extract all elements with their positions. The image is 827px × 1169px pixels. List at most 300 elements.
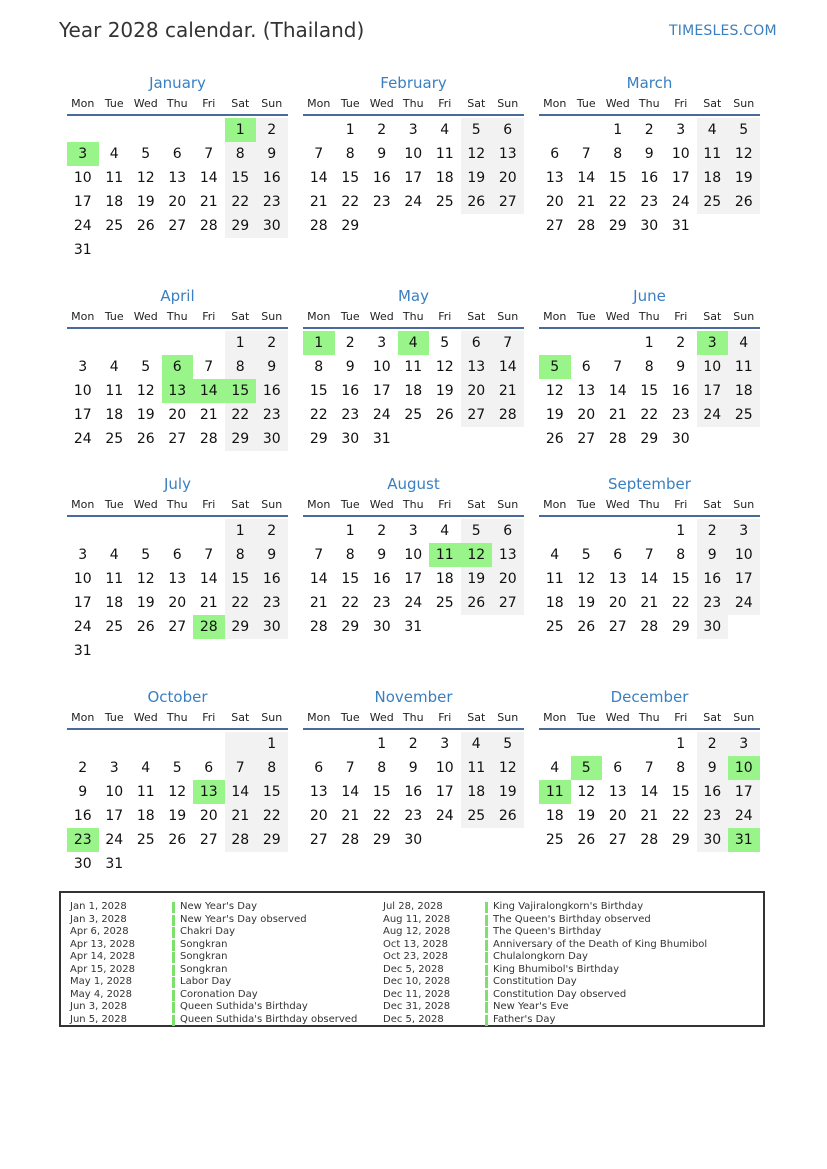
day-cell[interactable]: 23: [256, 403, 288, 427]
day-cell[interactable]: 18: [545, 595, 564, 611]
day-cell[interactable]: 25: [435, 595, 454, 611]
day-cell[interactable]: 10: [105, 784, 124, 800]
day-cell[interactable]: 2: [256, 118, 288, 142]
day-cell[interactable]: 5: [461, 519, 493, 543]
day-cell[interactable]: 25: [105, 218, 124, 234]
day-cell[interactable]: 15: [225, 166, 257, 190]
day-cell[interactable]: 14: [640, 571, 659, 587]
day-cell[interactable]: 27: [168, 619, 187, 635]
day-cell[interactable]: 4: [109, 547, 119, 563]
day-cell[interactable]: 10: [372, 359, 391, 375]
day-cell[interactable]: 28: [640, 832, 659, 848]
day-cell[interactable]: 5: [141, 146, 151, 162]
day-cell[interactable]: 28: [341, 832, 360, 848]
day-cell[interactable]: 24: [697, 403, 729, 427]
day-cell[interactable]: 13: [168, 571, 187, 587]
day-cell[interactable]: 4: [728, 331, 760, 355]
day-cell[interactable]: 19: [136, 194, 155, 210]
day-cell[interactable]: 4: [109, 359, 119, 375]
day-cell[interactable]: 8: [644, 359, 654, 375]
day-cell[interactable]: 23: [67, 828, 99, 852]
day-cell[interactable]: 16: [256, 379, 288, 403]
day-cell[interactable]: 27: [309, 832, 328, 848]
day-cell[interactable]: 26: [435, 407, 454, 423]
day-cell[interactable]: 1: [613, 122, 623, 138]
day-cell[interactable]: 4: [398, 331, 430, 355]
day-cell[interactable]: 14: [577, 170, 596, 186]
day-cell[interactable]: 9: [644, 146, 654, 162]
day-cell[interactable]: 6: [613, 547, 623, 563]
day-cell[interactable]: 7: [644, 547, 654, 563]
day-cell[interactable]: 27: [492, 190, 524, 214]
day-cell[interactable]: 5: [728, 118, 760, 142]
day-cell[interactable]: 17: [105, 808, 124, 824]
day-cell[interactable]: 29: [225, 427, 257, 451]
day-cell[interactable]: 15: [341, 571, 360, 587]
day-cell[interactable]: 21: [608, 407, 627, 423]
day-cell[interactable]: 10: [697, 355, 729, 379]
day-cell[interactable]: 29: [225, 214, 257, 238]
day-cell[interactable]: 17: [73, 595, 92, 611]
day-cell[interactable]: 10: [435, 760, 454, 776]
day-cell[interactable]: 13: [168, 170, 187, 186]
day-cell[interactable]: 1: [644, 335, 654, 351]
day-cell[interactable]: 3: [697, 331, 729, 355]
day-cell[interactable]: 7: [204, 359, 214, 375]
day-cell[interactable]: 1: [345, 523, 355, 539]
day-cell[interactable]: 15: [640, 383, 659, 399]
day-cell[interactable]: 15: [372, 784, 391, 800]
day-cell[interactable]: 18: [728, 379, 760, 403]
day-cell[interactable]: 21: [309, 595, 328, 611]
day-cell[interactable]: 31: [105, 856, 124, 872]
day-cell[interactable]: 16: [404, 784, 423, 800]
day-cell[interactable]: 15: [608, 170, 627, 186]
day-cell[interactable]: 24: [404, 194, 423, 210]
day-cell[interactable]: 1: [377, 736, 387, 752]
day-cell[interactable]: 9: [345, 359, 355, 375]
day-cell[interactable]: 9: [697, 543, 729, 567]
day-cell[interactable]: 19: [545, 407, 564, 423]
day-cell[interactable]: 21: [640, 595, 659, 611]
day-cell[interactable]: 29: [372, 832, 391, 848]
day-cell[interactable]: 6: [492, 118, 524, 142]
day-cell[interactable]: 29: [671, 619, 690, 635]
day-cell[interactable]: 9: [697, 756, 729, 780]
day-cell[interactable]: 18: [545, 808, 564, 824]
day-cell[interactable]: 15: [671, 784, 690, 800]
day-cell[interactable]: 10: [728, 756, 760, 780]
day-cell[interactable]: 20: [199, 808, 218, 824]
day-cell[interactable]: 15: [225, 379, 257, 403]
day-cell[interactable]: 28: [608, 431, 627, 447]
day-cell[interactable]: 29: [608, 218, 627, 234]
day-cell[interactable]: 3: [408, 122, 418, 138]
day-cell[interactable]: 17: [404, 571, 423, 587]
day-cell[interactable]: 24: [73, 218, 92, 234]
day-cell[interactable]: 5: [172, 760, 182, 776]
day-cell[interactable]: 17: [435, 784, 454, 800]
day-cell[interactable]: 15: [256, 780, 288, 804]
day-cell[interactable]: 24: [372, 407, 391, 423]
day-cell[interactable]: 28: [309, 619, 328, 635]
day-cell[interactable]: 22: [225, 403, 257, 427]
day-cell[interactable]: 21: [341, 808, 360, 824]
day-cell[interactable]: 19: [136, 595, 155, 611]
day-cell[interactable]: 11: [697, 142, 729, 166]
day-cell[interactable]: 11: [136, 784, 155, 800]
day-cell[interactable]: 30: [697, 615, 729, 639]
day-cell[interactable]: 7: [644, 760, 654, 776]
day-cell[interactable]: 2: [697, 519, 729, 543]
day-cell[interactable]: 16: [372, 571, 391, 587]
day-cell[interactable]: 26: [168, 832, 187, 848]
day-cell[interactable]: 22: [671, 808, 690, 824]
day-cell[interactable]: 17: [73, 194, 92, 210]
day-cell[interactable]: 26: [136, 218, 155, 234]
day-cell[interactable]: 18: [435, 571, 454, 587]
day-cell[interactable]: 28: [225, 828, 257, 852]
day-cell[interactable]: 9: [377, 547, 387, 563]
day-cell[interactable]: 13: [461, 355, 493, 379]
day-cell[interactable]: 11: [539, 780, 571, 804]
day-cell[interactable]: 3: [67, 142, 99, 166]
day-cell[interactable]: 1: [676, 523, 686, 539]
day-cell[interactable]: 20: [309, 808, 328, 824]
day-cell[interactable]: 20: [577, 407, 596, 423]
day-cell[interactable]: 30: [256, 615, 288, 639]
day-cell[interactable]: 18: [435, 170, 454, 186]
day-cell[interactable]: 5: [461, 118, 493, 142]
day-cell[interactable]: 10: [73, 383, 92, 399]
day-cell[interactable]: 3: [728, 519, 760, 543]
day-cell[interactable]: 4: [461, 732, 493, 756]
day-cell[interactable]: 24: [728, 804, 760, 828]
day-cell[interactable]: 2: [345, 335, 355, 351]
day-cell[interactable]: 29: [640, 431, 659, 447]
day-cell[interactable]: 17: [697, 379, 729, 403]
day-cell[interactable]: 4: [440, 122, 450, 138]
day-cell[interactable]: 6: [550, 146, 560, 162]
day-cell[interactable]: 4: [440, 523, 450, 539]
day-cell[interactable]: 23: [372, 194, 391, 210]
day-cell[interactable]: 1: [225, 331, 257, 355]
day-cell[interactable]: 27: [608, 832, 627, 848]
day-cell[interactable]: 7: [613, 359, 623, 375]
day-cell[interactable]: 11: [545, 571, 564, 587]
day-cell[interactable]: 23: [341, 407, 360, 423]
day-cell[interactable]: 14: [199, 170, 218, 186]
day-cell[interactable]: 5: [440, 335, 450, 351]
day-cell[interactable]: 16: [671, 383, 690, 399]
day-cell[interactable]: 9: [676, 359, 686, 375]
day-cell[interactable]: 22: [256, 804, 288, 828]
day-cell[interactable]: 14: [225, 780, 257, 804]
day-cell[interactable]: 30: [256, 214, 288, 238]
day-cell[interactable]: 10: [728, 543, 760, 567]
day-cell[interactable]: 19: [461, 567, 493, 591]
day-cell[interactable]: 1: [256, 732, 288, 756]
day-cell[interactable]: 7: [314, 547, 324, 563]
day-cell[interactable]: 7: [314, 146, 324, 162]
day-cell[interactable]: 26: [136, 431, 155, 447]
day-cell[interactable]: 17: [404, 170, 423, 186]
day-cell[interactable]: 24: [73, 431, 92, 447]
day-cell[interactable]: 11: [461, 756, 493, 780]
day-cell[interactable]: 21: [640, 808, 659, 824]
day-cell[interactable]: 23: [372, 595, 391, 611]
day-cell[interactable]: 9: [377, 146, 387, 162]
day-cell[interactable]: 27: [577, 431, 596, 447]
day-cell[interactable]: 28: [640, 619, 659, 635]
day-cell[interactable]: 6: [162, 355, 194, 379]
day-cell[interactable]: 6: [613, 760, 623, 776]
day-cell[interactable]: 6: [204, 760, 214, 776]
day-cell[interactable]: 31: [671, 218, 690, 234]
day-cell[interactable]: 13: [492, 543, 524, 567]
day-cell[interactable]: 31: [728, 828, 760, 852]
day-cell[interactable]: 14: [309, 170, 328, 186]
brand-link[interactable]: TIMESLES.COM: [669, 23, 777, 39]
day-cell[interactable]: 17: [728, 567, 760, 591]
day-cell[interactable]: 25: [105, 431, 124, 447]
day-cell[interactable]: 24: [404, 595, 423, 611]
day-cell[interactable]: 11: [105, 383, 124, 399]
day-cell[interactable]: 30: [671, 431, 690, 447]
day-cell[interactable]: 4: [109, 146, 119, 162]
day-cell[interactable]: 31: [73, 242, 92, 258]
day-cell[interactable]: 7: [492, 331, 524, 355]
day-cell[interactable]: 26: [461, 591, 493, 615]
day-cell[interactable]: 12: [168, 784, 187, 800]
day-cell[interactable]: 20: [492, 166, 524, 190]
day-cell[interactable]: 26: [492, 804, 524, 828]
day-cell[interactable]: 19: [435, 383, 454, 399]
day-cell[interactable]: 1: [225, 118, 257, 142]
day-cell[interactable]: 7: [204, 547, 214, 563]
day-cell[interactable]: 26: [136, 619, 155, 635]
day-cell[interactable]: 18: [697, 166, 729, 190]
day-cell[interactable]: 13: [162, 379, 194, 403]
day-cell[interactable]: 7: [581, 146, 591, 162]
day-cell[interactable]: 30: [372, 619, 391, 635]
day-cell[interactable]: 12: [136, 383, 155, 399]
day-cell[interactable]: 12: [728, 142, 760, 166]
day-cell[interactable]: 31: [73, 643, 92, 659]
day-cell[interactable]: 21: [199, 194, 218, 210]
day-cell[interactable]: 13: [309, 784, 328, 800]
day-cell[interactable]: 3: [109, 760, 119, 776]
day-cell[interactable]: 3: [78, 359, 88, 375]
day-cell[interactable]: 6: [581, 359, 591, 375]
day-cell[interactable]: 13: [608, 784, 627, 800]
day-cell[interactable]: 22: [640, 407, 659, 423]
day-cell[interactable]: 12: [545, 383, 564, 399]
day-cell[interactable]: 29: [309, 431, 328, 447]
day-cell[interactable]: 3: [676, 122, 686, 138]
day-cell[interactable]: 15: [225, 567, 257, 591]
day-cell[interactable]: 20: [168, 407, 187, 423]
day-cell[interactable]: 24: [671, 194, 690, 210]
day-cell[interactable]: 26: [728, 190, 760, 214]
day-cell[interactable]: 3: [728, 732, 760, 756]
day-cell[interactable]: 7: [204, 146, 214, 162]
day-cell[interactable]: 14: [608, 383, 627, 399]
day-cell[interactable]: 23: [697, 804, 729, 828]
day-cell[interactable]: 2: [377, 122, 387, 138]
day-cell[interactable]: 9: [256, 142, 288, 166]
day-cell[interactable]: 12: [461, 142, 493, 166]
day-cell[interactable]: 25: [435, 194, 454, 210]
day-cell[interactable]: 4: [550, 760, 560, 776]
day-cell[interactable]: 12: [492, 756, 524, 780]
day-cell[interactable]: 27: [168, 218, 187, 234]
day-cell[interactable]: 8: [345, 547, 355, 563]
day-cell[interactable]: 25: [697, 190, 729, 214]
day-cell[interactable]: 12: [136, 571, 155, 587]
day-cell[interactable]: 19: [492, 780, 524, 804]
day-cell[interactable]: 21: [309, 194, 328, 210]
day-cell[interactable]: 18: [105, 595, 124, 611]
day-cell[interactable]: 5: [492, 732, 524, 756]
day-cell[interactable]: 11: [435, 146, 454, 162]
day-cell[interactable]: 16: [256, 567, 288, 591]
day-cell[interactable]: 26: [577, 619, 596, 635]
day-cell[interactable]: 20: [492, 567, 524, 591]
day-cell[interactable]: 21: [577, 194, 596, 210]
day-cell[interactable]: 3: [408, 523, 418, 539]
day-cell[interactable]: 17: [73, 407, 92, 423]
day-cell[interactable]: 14: [341, 784, 360, 800]
day-cell[interactable]: 29: [671, 832, 690, 848]
day-cell[interactable]: 28: [193, 615, 225, 639]
day-cell[interactable]: 19: [577, 808, 596, 824]
day-cell[interactable]: 26: [545, 431, 564, 447]
day-cell[interactable]: 2: [78, 760, 88, 776]
day-cell[interactable]: 25: [728, 403, 760, 427]
day-cell[interactable]: 16: [73, 808, 92, 824]
day-cell[interactable]: 18: [404, 383, 423, 399]
day-cell[interactable]: 21: [225, 804, 257, 828]
day-cell[interactable]: 23: [404, 808, 423, 824]
day-cell[interactable]: 2: [256, 519, 288, 543]
day-cell[interactable]: 8: [225, 355, 257, 379]
day-cell[interactable]: 11: [105, 170, 124, 186]
day-cell[interactable]: 9: [256, 543, 288, 567]
day-cell[interactable]: 12: [136, 170, 155, 186]
day-cell[interactable]: 13: [492, 142, 524, 166]
day-cell[interactable]: 14: [492, 355, 524, 379]
day-cell[interactable]: 11: [429, 543, 461, 567]
day-cell[interactable]: 10: [404, 146, 423, 162]
day-cell[interactable]: 8: [345, 146, 355, 162]
day-cell[interactable]: 23: [640, 194, 659, 210]
day-cell[interactable]: 17: [671, 170, 690, 186]
day-cell[interactable]: 25: [105, 619, 124, 635]
day-cell[interactable]: 10: [404, 547, 423, 563]
day-cell[interactable]: 8: [613, 146, 623, 162]
day-cell[interactable]: 12: [461, 543, 493, 567]
day-cell[interactable]: 16: [372, 170, 391, 186]
day-cell[interactable]: 1: [676, 736, 686, 752]
day-cell[interactable]: 25: [404, 407, 423, 423]
day-cell[interactable]: 17: [728, 780, 760, 804]
day-cell[interactable]: 18: [105, 407, 124, 423]
day-cell[interactable]: 24: [73, 619, 92, 635]
day-cell[interactable]: 30: [697, 828, 729, 852]
day-cell[interactable]: 2: [377, 523, 387, 539]
day-cell[interactable]: 7: [345, 760, 355, 776]
day-cell[interactable]: 11: [404, 359, 423, 375]
day-cell[interactable]: 22: [341, 595, 360, 611]
day-cell[interactable]: 22: [671, 595, 690, 611]
day-cell[interactable]: 29: [341, 619, 360, 635]
day-cell[interactable]: 27: [199, 832, 218, 848]
day-cell[interactable]: 20: [608, 595, 627, 611]
day-cell[interactable]: 25: [545, 832, 564, 848]
day-cell[interactable]: 20: [545, 194, 564, 210]
day-cell[interactable]: 4: [697, 118, 729, 142]
day-cell[interactable]: 28: [577, 218, 596, 234]
day-cell[interactable]: 18: [461, 780, 493, 804]
day-cell[interactable]: 6: [172, 547, 182, 563]
day-cell[interactable]: 1: [225, 519, 257, 543]
day-cell[interactable]: 16: [256, 166, 288, 190]
day-cell[interactable]: 29: [225, 615, 257, 639]
day-cell[interactable]: 26: [577, 832, 596, 848]
day-cell[interactable]: 18: [136, 808, 155, 824]
day-cell[interactable]: 8: [676, 760, 686, 776]
day-cell[interactable]: 15: [341, 170, 360, 186]
day-cell[interactable]: 2: [697, 732, 729, 756]
day-cell[interactable]: 22: [372, 808, 391, 824]
day-cell[interactable]: 1: [345, 122, 355, 138]
day-cell[interactable]: 14: [199, 571, 218, 587]
day-cell[interactable]: 8: [676, 547, 686, 563]
day-cell[interactable]: 26: [461, 190, 493, 214]
day-cell[interactable]: 29: [341, 218, 360, 234]
day-cell[interactable]: 5: [581, 547, 591, 563]
day-cell[interactable]: 30: [341, 431, 360, 447]
day-cell[interactable]: 23: [256, 190, 288, 214]
day-cell[interactable]: 14: [309, 571, 328, 587]
day-cell[interactable]: 8: [377, 760, 387, 776]
day-cell[interactable]: 22: [225, 190, 257, 214]
day-cell[interactable]: 6: [461, 331, 493, 355]
day-cell[interactable]: 18: [105, 194, 124, 210]
day-cell[interactable]: 24: [435, 808, 454, 824]
day-cell[interactable]: 30: [640, 218, 659, 234]
day-cell[interactable]: 3: [377, 335, 387, 351]
day-cell[interactable]: 22: [309, 407, 328, 423]
day-cell[interactable]: 27: [492, 591, 524, 615]
day-cell[interactable]: 10: [73, 571, 92, 587]
day-cell[interactable]: 24: [728, 591, 760, 615]
day-cell[interactable]: 12: [577, 784, 596, 800]
day-cell[interactable]: 4: [550, 547, 560, 563]
day-cell[interactable]: 12: [577, 571, 596, 587]
day-cell[interactable]: 11: [728, 355, 760, 379]
day-cell[interactable]: 6: [314, 760, 324, 776]
day-cell[interactable]: 20: [168, 194, 187, 210]
day-cell[interactable]: 19: [577, 595, 596, 611]
day-cell[interactable]: 13: [193, 780, 225, 804]
day-cell[interactable]: 30: [256, 427, 288, 451]
day-cell[interactable]: 19: [136, 407, 155, 423]
day-cell[interactable]: 27: [168, 431, 187, 447]
day-cell[interactable]: 25: [545, 619, 564, 635]
day-cell[interactable]: 11: [105, 571, 124, 587]
